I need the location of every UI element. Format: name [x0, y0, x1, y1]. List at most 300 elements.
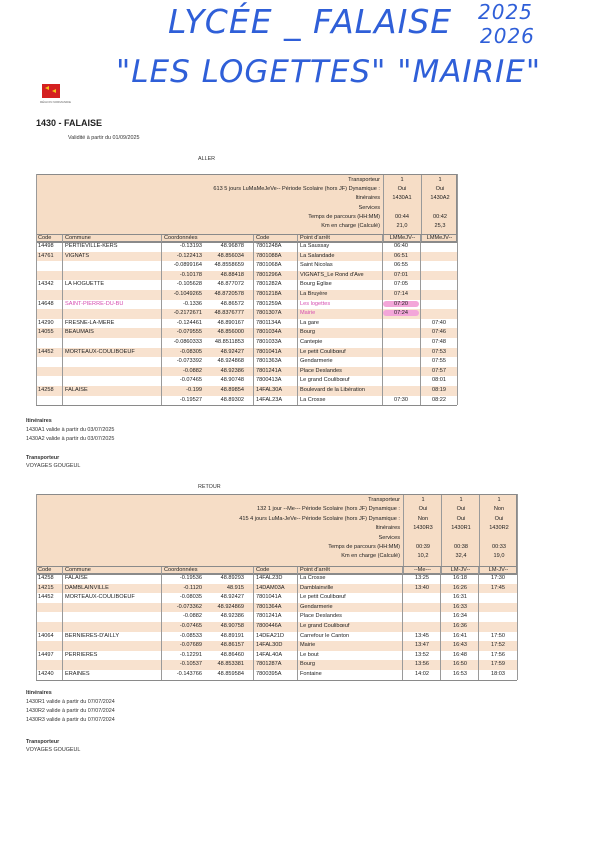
aller-cell-time: 06:51: [394, 252, 408, 259]
retour-cell-time: 18:03: [491, 671, 505, 677]
retour-cell-lat: 48.924869: [217, 603, 244, 610]
aller-cell-time: 07:30: [394, 396, 408, 403]
aller-cell-point: Gendarmerie: [300, 358, 333, 365]
retour-cell-point: Damblainville: [300, 584, 334, 591]
retour-cell-time: 17:52: [491, 642, 505, 649]
aller-cell-point: Les logettes: [300, 300, 331, 307]
aller-cell-point: La Saussay: [300, 243, 330, 249]
retour-cell-pcode: 7801287A: [256, 661, 282, 668]
aller-cell-point: Le petit Coulibœuf: [300, 348, 346, 355]
aller-cell-commune: PERTIEVILLE-KERS: [65, 243, 118, 249]
aller-table-row: [36, 300, 457, 310]
aller-cell-lon: -0.1049265: [173, 291, 202, 297]
aller-table-row: [36, 367, 457, 377]
retour-cell-time: 13:45: [415, 632, 429, 639]
aller-cell-lon: -0.2172671: [173, 310, 202, 317]
aller-table-row: [36, 357, 457, 367]
aller-cell-time: 07:24: [383, 310, 419, 316]
retour-cell-time: 16:48: [453, 651, 467, 658]
aller-cell-pcode: 7801134A: [256, 319, 282, 326]
retour-meta-value: Non: [493, 506, 505, 513]
aller-cell-commune: FRESNE-LA-MERE: [65, 319, 115, 326]
aller-cell-time: 07:40: [432, 319, 446, 326]
aller-cell-lat: 48.89302: [220, 396, 244, 403]
retour-meta-value: 19,0: [493, 553, 505, 560]
aller-column-divider: [161, 234, 162, 405]
retour-meta-value: Non: [417, 515, 429, 522]
aller-column-header: Commune: [65, 235, 91, 241]
retour-cell-lon: -0.07689: [179, 642, 202, 649]
retour-cell-time: 16:50: [453, 661, 467, 668]
retour-meta-value: 1430R3: [413, 525, 433, 532]
aller-cell-time: 06:40: [394, 243, 408, 249]
retour-carrier: VOYAGES GOUGEUL: [26, 747, 81, 753]
aller-cell-code: 14648: [38, 300, 54, 307]
retour-meta-value: 00:38: [454, 544, 468, 550]
retour-cell-point: Mairie: [300, 642, 316, 649]
aller-cell-point: Bourg Eglise: [300, 281, 332, 288]
aller-column-divider: [420, 234, 421, 405]
retour-cell-code: 14452: [38, 594, 54, 601]
aller-cell-pcode: 7801033A: [256, 339, 282, 345]
retour-meta-label: Km en charge (Calculé): [341, 553, 400, 560]
retour-header-divider: [403, 495, 404, 573]
aller-column-header: LMMeJV--: [389, 235, 416, 241]
line-title: 1430 - FALAISE: [36, 118, 103, 128]
retour-column-divider: [62, 566, 63, 680]
aller-cell-pcode: 14FAL23A: [256, 396, 283, 403]
retour-cell-commune: ERAINES: [65, 671, 90, 677]
retour-header-rule: [36, 566, 517, 567]
retour-column-divider: [297, 566, 298, 680]
aller-cell-time: 08:19: [432, 387, 446, 393]
retour-meta-value: 1: [421, 497, 425, 503]
aller-cell-pcode: 7801034A: [256, 329, 282, 336]
aller-cell-code: 14055: [38, 329, 54, 336]
retour-cell-lat: 48.92386: [220, 613, 244, 620]
aller-cell-lat: 48.8720578: [214, 291, 244, 297]
retour-cell-lon: -0.07465: [179, 623, 202, 629]
aller-cell-lon: -0.0899164: [173, 262, 202, 269]
retour-cell-pcode: 7801241A: [256, 613, 282, 620]
aller-cell-commune: FALAISE: [65, 387, 88, 393]
aller-itinerary-1: 1430A1 valide à partir du 03/07/2025: [26, 427, 115, 433]
aller-table-row: [36, 396, 457, 406]
aller-header-block: [36, 174, 457, 242]
aller-label: ALLER: [198, 156, 216, 162]
retour-meta-value: Oui: [418, 506, 428, 513]
aller-right-border: [457, 174, 458, 405]
aller-cell-code: 14452: [38, 348, 54, 355]
aller-meta-label: Transporteur: [348, 177, 380, 183]
aller-bottom-rule: [36, 405, 457, 406]
retour-cell-commune: DAMBLAINVILLE: [65, 584, 109, 591]
aller-cell-lon: -0.122413: [176, 252, 202, 259]
aller-cell-lon: -0.079555: [176, 329, 202, 336]
aller-cell-time: 07:53: [432, 348, 446, 355]
handwritten-year-1: 2025: [478, 0, 533, 24]
retour-meta-value: 1: [497, 497, 501, 503]
aller-table-row: [36, 309, 457, 319]
retour-cell-lat: 48.89191: [220, 632, 244, 639]
retour-bottom-rule: [36, 680, 517, 681]
aller-cell-pcode: 7801259A: [256, 300, 282, 307]
retour-table-row: [36, 603, 517, 613]
aller-header-rule: [36, 234, 457, 235]
aller-meta-value: 1430A1: [392, 195, 412, 202]
retour-meta-value: 00:33: [492, 544, 506, 550]
retour-cell-point: Le bout: [300, 651, 319, 658]
aller-cell-commune: MORTEAUX-COULIBOEUF: [65, 348, 135, 355]
retour-cell-code: 14215: [38, 584, 54, 591]
aller-cell-time: 08:22: [432, 396, 446, 403]
retour-cell-code: 14258: [38, 575, 54, 581]
retour-header-divider: [479, 495, 480, 573]
retour-cell-point: La Crosse: [300, 575, 326, 581]
aller-cell-lat: 48.89854: [220, 387, 244, 393]
handwritten-year-2: 2026: [480, 24, 535, 48]
aller-cell-lon: -0.1336: [183, 300, 202, 307]
retour-cell-lon: -0.12291: [179, 651, 202, 658]
retour-cell-lon: -0.073362: [176, 603, 202, 610]
aller-cell-time: 08:01: [432, 377, 446, 384]
retour-cell-commune: BERNIERES-D'AILLY: [65, 632, 120, 639]
aller-table-row: [36, 271, 457, 281]
retour-column-header: Code: [38, 567, 52, 573]
retour-cell-code: 14240: [38, 671, 54, 677]
aller-cell-pcode: 7801296A: [256, 271, 282, 278]
aller-cell-lon: -0.105628: [176, 281, 202, 288]
aller-column-divider: [62, 234, 63, 405]
aller-cell-lat: 48.856000: [217, 329, 244, 336]
retour-cell-pcode: 7800446A: [256, 623, 282, 629]
retour-cell-time: 16:36: [453, 623, 467, 629]
aller-cell-time: 07:20: [383, 301, 419, 307]
aller-cell-code: 14342: [38, 281, 54, 288]
aller-cell-pcode: 7800413A: [256, 377, 282, 384]
retour-meta-label: Services: [378, 534, 400, 541]
aller-meta-label: Temps de parcours (HH:MM): [308, 213, 380, 220]
aller-cell-commune: VIGNATS: [65, 252, 90, 259]
retour-cell-lat: 48.853381: [217, 661, 244, 668]
retour-cell-commune: MORTEAUX-COULIBOEUF: [65, 594, 135, 601]
aller-cell-point: La Salandade: [300, 252, 335, 259]
aller-cell-lon: -0.0882: [183, 367, 202, 374]
retour-table-row: [36, 651, 517, 661]
aller-cell-time: 07:55: [432, 358, 446, 365]
aller-cell-commune: SAINT-PIERRE-DU-BU: [65, 300, 124, 307]
retour-cell-lat: 48.915: [226, 584, 244, 591]
retour-table-row: [36, 593, 517, 603]
aller-cell-lon: -0.199: [186, 387, 202, 393]
retour-cell-time: 17:56: [491, 651, 505, 658]
retour-cell-pcode: 7801041A: [256, 594, 282, 601]
retour-cell-time: 16:34: [453, 613, 467, 620]
retour-cell-lat: 48.90758: [220, 623, 244, 629]
retour-cell-time: 13:25: [415, 575, 429, 581]
retour-meta-label: Itinéraires: [375, 525, 400, 532]
retour-column-divider: [402, 566, 403, 680]
retour-cell-lon: -0.08533: [179, 632, 202, 639]
aller-cell-lon: -0.07465: [179, 377, 202, 384]
aller-table-row: [36, 348, 457, 358]
retour-cell-time: 16:31: [453, 594, 467, 601]
aller-cell-pcode: 7801307A: [256, 310, 282, 317]
aller-cell-point: Saint Nicolas: [300, 262, 333, 269]
retour-cell-time: 13:47: [415, 642, 429, 649]
aller-cell-time: 07:01: [394, 271, 408, 278]
aller-cell-lat: 48.8558659: [214, 262, 244, 269]
retour-body-rule: [36, 574, 517, 575]
retour-cell-time: 13:56: [415, 661, 429, 668]
aller-table-row: [36, 242, 457, 252]
retour-meta-value: 10,2: [417, 553, 429, 560]
retour-table-row: [36, 622, 517, 632]
retour-cell-point: Place Deslandes: [300, 613, 342, 620]
retour-column-header: Point d'arrêt: [300, 567, 330, 573]
retour-left-border: [36, 494, 37, 680]
aller-cell-lat: 48.86572: [220, 300, 244, 307]
retour-cell-time: 17:30: [491, 575, 505, 581]
aller-cell-lon: -0.08305: [179, 348, 202, 355]
aller-cell-pcode: 7801248A: [256, 243, 282, 249]
aller-header-divider: [421, 175, 422, 241]
aller-cell-lon: -0.13193: [179, 243, 202, 249]
aller-cell-pcode: 7801041A: [256, 348, 282, 355]
aller-cell-lon: -0.124461: [176, 319, 202, 326]
retour-column-divider: [440, 566, 441, 680]
aller-column-header: LMMeJV--: [426, 235, 453, 241]
retour-meta-value: Oui: [456, 506, 466, 513]
retour-meta-value: 1430R1: [451, 525, 471, 532]
aller-cell-pcode: 14FAL30A: [256, 387, 283, 393]
retour-carrier-title: Transporteur: [26, 739, 60, 745]
retour-column-header: LM-JV--: [488, 567, 509, 573]
aller-cell-point: Boulevard de la Libération: [300, 387, 365, 393]
retour-cell-pcode: 7801364A: [256, 603, 282, 610]
retour-header-divider: [441, 495, 442, 573]
aller-cell-lat: 48.924868: [217, 358, 244, 365]
aller-meta-value: Oui: [435, 186, 445, 193]
retour-cell-point: Carrefour le Canton: [300, 632, 350, 639]
aller-cell-time: 07:14: [394, 291, 408, 297]
aller-cell-pcode: 7801218A: [256, 291, 282, 297]
retour-itinerary-3: 1430R3 valide à partir du 07/07/2024: [26, 717, 115, 723]
retour-cell-pcode: 7800395A: [256, 671, 282, 677]
retour-cell-pcode: 14DAM03A: [256, 584, 285, 591]
aller-cell-pcode: 7801088A: [256, 252, 282, 259]
handwritten-title: LYCÉE _ FALAISE: [168, 2, 453, 41]
aller-cell-lat: 48.890167: [217, 319, 244, 326]
aller-meta-label: Km en charge (Calculé): [321, 223, 380, 229]
retour-column-divider: [161, 566, 162, 680]
aller-table-row: [36, 376, 457, 386]
retour-cell-point: Le grand Coulibœuf: [300, 623, 350, 629]
aller-cell-point: Bourg: [300, 329, 315, 336]
retour-table-row: [36, 612, 517, 622]
aller-cell-lat: 48.8376777: [214, 310, 244, 317]
retour-meta-value: 1: [459, 497, 463, 503]
retour-column-divider: [478, 566, 479, 680]
aller-column-divider: [382, 234, 383, 405]
aller-cell-lat: 48.877072: [217, 281, 244, 288]
aller-cell-code: 14290: [38, 319, 54, 326]
retour-cell-lat: 48.859584: [217, 671, 244, 677]
retour-cell-time: 16:26: [453, 584, 467, 591]
aller-cell-commune: LA HOGUETTE: [65, 281, 105, 288]
aller-cell-point: Cantepie: [300, 339, 323, 345]
aller-cell-lat: 48.88418: [220, 271, 244, 278]
aller-meta-value: 00:42: [433, 213, 447, 220]
retour-column-header: Commune: [65, 567, 91, 573]
aller-cell-pcode: 7801241A: [256, 367, 282, 374]
retour-itineraries-title: Itinéraires: [26, 690, 52, 696]
aller-cell-time: 07:05: [394, 281, 408, 288]
aller-column-header: Code: [38, 235, 52, 241]
retour-itinerary-1: 1430R1 valide à partir du 07/07/2024: [26, 699, 115, 705]
retour-cell-lon: -0.10537: [179, 661, 202, 668]
aller-meta-value: 1430A2: [430, 195, 450, 202]
aller-cell-lat: 48.92386: [220, 367, 244, 374]
retour-table-row: [36, 584, 517, 594]
aller-table-row: [36, 386, 457, 396]
aller-cell-point: VIGNATS_Le Rond d'Ave: [300, 271, 364, 278]
retour-column-header: Coordonnées: [164, 567, 198, 573]
aller-table-row: [36, 252, 457, 262]
aller-cell-point: La Crosse: [300, 396, 326, 403]
retour-cell-time: 17:50: [491, 632, 505, 639]
aller-column-header: Point d'arrêt: [300, 235, 330, 241]
aller-meta-label: 613 5 jours LuMaMeJeVe-- Période Scolaire (hors JF) Dynamique :: [213, 186, 380, 193]
aller-column-header: Code: [256, 235, 270, 241]
aller-cell-lat: 48.92427: [220, 348, 244, 355]
aller-cell-time: 07:48: [432, 339, 446, 345]
retour-meta-label: Temps de parcours (HH:MM): [328, 544, 400, 550]
retour-cell-lon: -0.0882: [183, 613, 202, 620]
retour-cell-time: 14:02: [415, 671, 429, 677]
retour-meta-value: 1430R2: [489, 525, 509, 532]
retour-cell-time: 16:53: [453, 671, 467, 677]
retour-cell-code: 14497: [38, 651, 54, 658]
aller-itinerary-2: 1430A2 valide à partir du 03/07/2025: [26, 436, 115, 442]
aller-cell-point: Mairie: [300, 310, 316, 317]
aller-cell-lat: 48.90748: [220, 377, 244, 384]
aller-cell-time: 07:57: [432, 367, 446, 374]
aller-cell-time: 06:55: [394, 262, 408, 269]
aller-table: [36, 174, 457, 406]
aller-carrier: VOYAGES GOUGEUL: [26, 463, 81, 469]
aller-meta-value: 1: [438, 177, 442, 183]
region-logo: [40, 84, 72, 108]
validity-date: Validité à partir du 01/09/2025: [68, 135, 140, 141]
aller-table-row: [36, 261, 457, 271]
retour-cell-point: Bourg: [300, 661, 315, 668]
retour-header-block: [36, 494, 517, 574]
aller-meta-label: Services: [358, 204, 380, 211]
retour-table: [36, 494, 517, 680]
aller-cell-lon: -0.10178: [179, 271, 202, 278]
aller-cell-code: 14761: [38, 252, 54, 259]
retour-cell-pcode: 14FAL30D: [256, 642, 283, 649]
retour-cell-lat: 48.86157: [220, 642, 244, 649]
aller-table-row: [36, 280, 457, 290]
retour-cell-time: 16:43: [453, 642, 467, 649]
aller-cell-point: Place Deslandes: [300, 367, 342, 374]
aller-cell-point: La Bruyère: [300, 291, 328, 297]
retour-cell-lon: -0.19536: [179, 575, 202, 581]
aller-table-row: [36, 328, 457, 338]
retour-cell-time: 16:33: [453, 603, 467, 610]
aller-cell-lon: -0.073392: [176, 358, 202, 365]
retour-table-row: [36, 670, 517, 680]
aller-cell-pcode: 7801068A: [256, 262, 282, 269]
retour-meta-label: 415 4 jours LuMa-JeVe-- Période Scolaire (hors JF) Dynamique :: [239, 515, 400, 522]
logo-text: RÉGION NORMANDIE: [40, 100, 72, 104]
aller-table-row: [36, 319, 457, 329]
aller-cell-time: 07:46: [432, 329, 446, 336]
aller-carrier-title: Transporteur: [26, 455, 60, 461]
retour-cell-lon: -0.1120: [183, 584, 202, 591]
retour-cell-commune: FALAISE: [65, 575, 88, 581]
retour-meta-value: 00:39: [416, 544, 430, 550]
aller-cell-code: 14498: [38, 243, 54, 249]
retour-meta-value: Oui: [494, 515, 504, 522]
aller-meta-label: Itinéraires: [355, 195, 380, 202]
aller-left-border: [36, 174, 37, 405]
aller-column-divider: [253, 234, 254, 405]
aller-table-row: [36, 338, 457, 348]
aller-column-divider: [297, 234, 298, 405]
retour-column-header: Code: [256, 567, 270, 573]
retour-cell-lat: 48.86460: [220, 651, 244, 658]
aller-cell-lat: 48.8511853: [214, 339, 244, 345]
retour-cell-time: 13:40: [415, 584, 429, 591]
retour-cell-time: 13:52: [415, 651, 429, 658]
retour-meta-label: 132 1 jour --Me--- Période Scolaire (hors JF) Dynamique :: [256, 506, 400, 513]
aller-cell-commune: BEAUMAIS: [65, 329, 94, 336]
aller-body-rule: [36, 242, 457, 243]
aller-cell-pcode: 7801363A: [256, 358, 282, 365]
retour-cell-time: 17:59: [491, 661, 505, 668]
retour-meta-value: 32,4: [455, 553, 467, 560]
retour-cell-point: Le petit Coulibœuf: [300, 594, 346, 601]
aller-header-divider: [383, 175, 384, 241]
retour-column-divider: [253, 566, 254, 680]
retour-cell-time: 16:18: [453, 575, 467, 581]
retour-cell-commune: PERRIERES: [65, 651, 98, 658]
retour-table-row: [36, 660, 517, 670]
retour-cell-lat: 48.89293: [220, 575, 244, 581]
aller-cell-code: 14258: [38, 387, 54, 393]
retour-cell-time: 16:41: [453, 632, 467, 639]
aller-cell-lat: 48.856034: [217, 252, 244, 259]
retour-right-border: [517, 494, 518, 680]
aller-cell-point: Le grand Coulibœuf: [300, 377, 350, 384]
aller-meta-value: 21,0: [396, 223, 408, 229]
aller-column-header: Coordonnées: [164, 235, 198, 241]
retour-column-header: LM-JV--: [450, 567, 471, 573]
retour-itinerary-2: 1430R2 valide à partir du 07/07/2024: [26, 708, 115, 714]
retour-cell-point: Gendarmerie: [300, 603, 333, 610]
aller-cell-lat: 48.96878: [220, 243, 244, 249]
aller-cell-point: La gare: [300, 319, 319, 326]
retour-cell-time: 17:45: [491, 584, 505, 591]
aller-cell-lon: -0.19527: [179, 396, 202, 403]
retour-table-row: [36, 632, 517, 642]
retour-table-row: [36, 641, 517, 651]
aller-cell-lon: -0.0860333: [173, 339, 202, 345]
retour-meta-value: Oui: [456, 515, 466, 522]
